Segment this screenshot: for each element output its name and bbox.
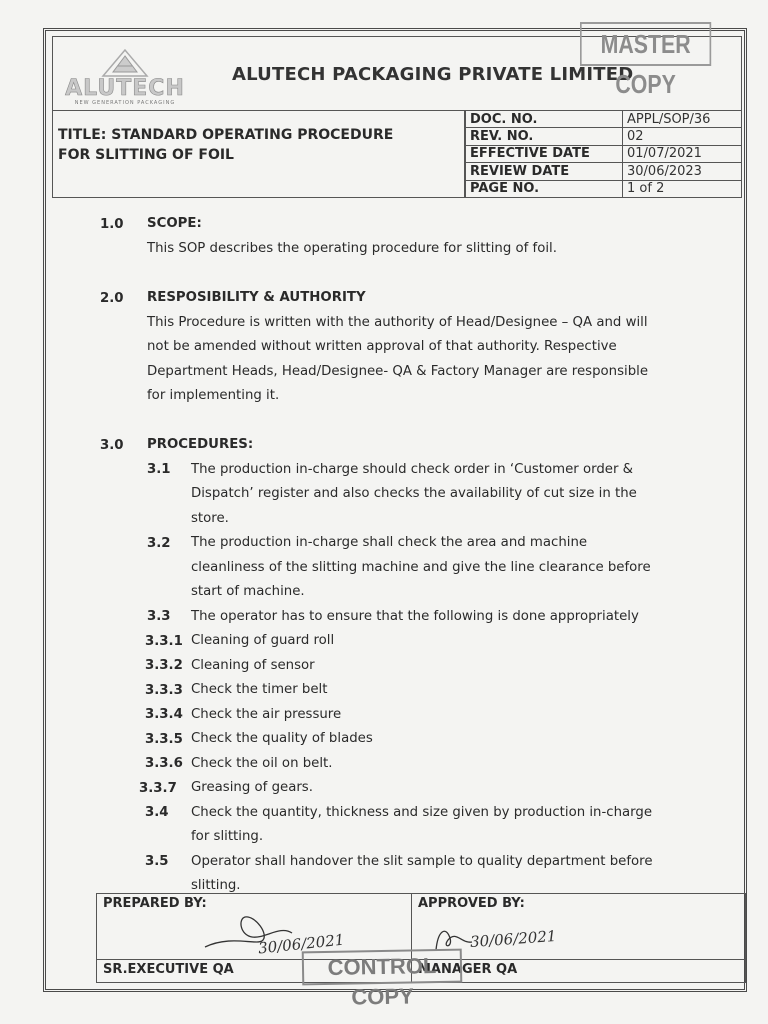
item-text-line: cleanliness of the slitting machine and give the line clearance before [191, 560, 651, 575]
item-text-line: Check the quality of blades [191, 731, 373, 746]
company-name: ALUTECH PACKAGING PRIVATE LIMITED [232, 64, 634, 85]
doc-info-row [466, 128, 742, 145]
doc-info-label: REVIEW DATE [466, 163, 623, 180]
item-text-line: Check the timer belt [191, 682, 328, 697]
master-copy-stamp: MASTER COPY [580, 22, 711, 66]
doc-info-label: PAGE NO. [466, 180, 623, 197]
item-text-line: The production in-charge shall check the area and machine [191, 535, 588, 550]
company-logo [55, 48, 195, 106]
doc-info-value: 1 of 2 [623, 180, 742, 197]
doc-info-value: APPL/SOP/36 [623, 111, 742, 128]
approved-date: 30/06/2021 [469, 927, 557, 951]
document-title [58, 125, 393, 165]
section-number: 2.0 [100, 291, 124, 306]
title-line-1: TITLE: STANDARD OPERATING PROCEDURE [58, 127, 394, 143]
prepared-date: 30/06/2021 [257, 930, 346, 958]
logo-wordmark: ALUTECH [65, 76, 185, 101]
item-text-line: Cleaning of guard roll [191, 633, 335, 648]
approved-by-label: APPROVED BY: [418, 896, 525, 911]
item-number: 3.3.2 [145, 658, 183, 673]
item-text-line: The production in-charge should check order in ‘Customer order & [191, 462, 634, 477]
item-number: 3.1 [147, 462, 171, 477]
section-number: 3.0 [100, 438, 124, 453]
approved-role: MANAGER QA [418, 962, 518, 977]
title-line-2: FOR SLITTING OF FOIL [58, 147, 234, 163]
item-text-line: Greasing of gears. [191, 780, 313, 795]
item-number: 3.3.3 [145, 683, 183, 698]
item-text-line: for slitting. [191, 829, 264, 844]
section-heading: RESPOSIBILITY & AUTHORITY [147, 290, 366, 305]
item-text-line: Check the air pressure [191, 707, 342, 722]
section-text-line: not be amended without written approval of that authority. Respective [147, 339, 617, 354]
item-text-line: Check the quantity, thickness and size given by production in-charge [191, 805, 653, 820]
section-text: This SOP describes the operating procedure for slitting of foil. [147, 241, 557, 256]
prepared-by-label: PREPARED BY: [103, 896, 207, 911]
item-text-line: start of machine. [191, 584, 305, 599]
doc-info-row [466, 180, 742, 197]
section-text-line: Department Heads, Head/Designee- QA & Factory Manager are responsible [147, 364, 649, 379]
control-copy-stamp: CONTROL COPY [302, 949, 463, 986]
item-text-line: The operator has to ensure that the following is done appropriately [191, 609, 639, 624]
item-number: 3.3.1 [145, 634, 183, 649]
logo-tagline: NEW GENERATION PACKAGING [74, 100, 176, 106]
doc-info-row [466, 163, 742, 180]
section-text-line: for implementing it. [147, 388, 280, 403]
item-text-line: Operator shall handover the slit sample to quality department before [191, 854, 653, 869]
item-text-line: Dispatch’ register and also checks the availability of cut size in the [191, 486, 637, 501]
item-number: 3.3 [147, 609, 171, 624]
section-text-line: This Procedure is written with the authority of Head/Designee – QA and will [147, 315, 648, 330]
section-heading: SCOPE: [147, 216, 202, 231]
doc-info-value: 02 [623, 128, 742, 145]
logo-pyramid-icon [55, 48, 195, 78]
section-number: 1.0 [100, 217, 124, 232]
doc-info-row [466, 111, 742, 128]
section-heading: PROCEDURES: [147, 437, 254, 452]
doc-info-table [465, 110, 742, 198]
item-text-line: slitting. [191, 878, 241, 893]
doc-info-row [466, 145, 742, 162]
doc-info-label: EFFECTIVE DATE [466, 145, 623, 162]
item-text-line: Check the oil on belt. [191, 756, 333, 771]
doc-info-label: REV. NO. [466, 128, 623, 145]
prepared-role: SR.EXECUTIVE QA [103, 962, 234, 977]
item-number: 3.5 [145, 854, 169, 869]
doc-info-label: DOC. NO. [466, 111, 623, 128]
doc-info-value: 01/07/2021 [623, 145, 742, 162]
item-text-line: store. [191, 511, 229, 526]
item-number: 3.3.7 [139, 781, 177, 796]
doc-info-value: 30/06/2023 [623, 163, 742, 180]
item-number: 3.3.4 [145, 707, 183, 722]
item-number: 3.2 [147, 536, 171, 551]
item-number: 3.4 [145, 805, 169, 820]
item-number: 3.3.5 [145, 732, 183, 747]
item-number: 3.3.6 [145, 756, 183, 771]
item-text-line: Cleaning of sensor [191, 658, 315, 673]
